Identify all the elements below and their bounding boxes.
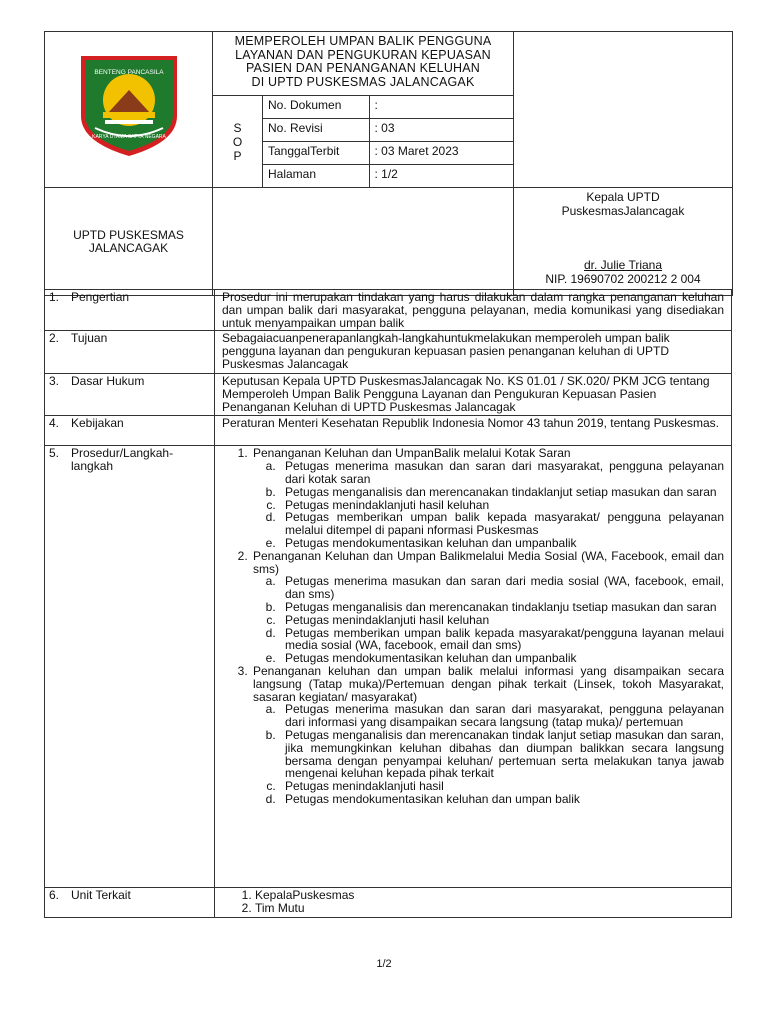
section-label: Unit Terkait <box>71 888 131 903</box>
section-row <box>45 416 732 446</box>
organization-cell <box>45 188 213 296</box>
procedure-content <box>215 446 732 888</box>
sop-header-table <box>44 31 733 296</box>
document-title <box>213 32 514 96</box>
title-line: PASIEN DAN PENANGANAN KELUHAN <box>245 61 481 75</box>
title-line: MEMPEROLEH UMPAN BALIK PENGGUNA <box>234 34 492 48</box>
logo-bottom-text: KARYA UTAMA SATYA NEGARA <box>92 134 166 140</box>
meta-table <box>263 96 513 187</box>
signatory-nip: NIP. 19690702 200212 2 004 <box>545 272 701 286</box>
sop-letter: O <box>232 134 243 149</box>
step-item: a. Petugas menerima masukan dan saran dari masyarakat, pengguna pelayanan dari informasi yang disampaikan secara langsung (tatap muka)/ pertemuan <box>279 703 724 729</box>
org-line: JALANCAGAK <box>88 240 169 255</box>
step-items <box>253 703 724 805</box>
section-row <box>45 290 732 331</box>
procedure-step <box>251 550 724 665</box>
sop-letter: P <box>233 148 242 163</box>
step-items <box>253 460 724 550</box>
signature-space <box>518 218 728 258</box>
header-blank-cell <box>514 32 733 188</box>
step-item: d. Petugas memberikan umpan balik kepada masyarakat/ pengguna pelayanan melalui ditempel di papani nformasi Puskesmas <box>279 511 724 537</box>
section-row <box>45 374 732 416</box>
section-label: Kebijakan <box>71 416 124 431</box>
meta-key: No. Revisi <box>263 119 369 142</box>
section-text: Keputusan Kepala UPTD PuskesmasJalancagak No. KS 01.01 / SK.020/ PKM JCG tentang Memperoleh Umpan Balik Pengguna Layanan dan Pengukuran Kepuasan Pasien Penanganan Keluhan di UPTD Puskesmas Jalancagak <box>215 374 732 416</box>
procedure-steps <box>215 447 724 805</box>
title-line: DI UPTD PUSKESMAS JALANCAGAK <box>251 74 475 89</box>
title-line: LAYANAN DAN PENGUKURAN KEPUASAN <box>235 47 491 62</box>
sop-content-table <box>44 289 732 918</box>
meta-value: : 03 Maret 2023 <box>369 142 513 165</box>
units-row <box>45 888 732 918</box>
step-items <box>253 575 724 665</box>
step-title: Penanganan keluhan dan umpan balik melalui informasi yang disampaikan secara langsung (Tatap muka)/Pertemuan dengan pihak terkait (Linsek, tokoh Masyarakat, sasaran kegiatan/ masyarakat) <box>253 663 724 704</box>
step-item: a. Petugas menerima masukan dan saran dari media sosial (WA, facebook, email, dan sms) <box>279 575 724 601</box>
section-text: Peraturan Menteri Kesehatan Republik Indonesia Nomor 43 tahun 2019, tentang Puskesmas. <box>215 416 732 446</box>
approval-blank-cell <box>213 188 514 296</box>
signatory-title: Kepala UPTD <box>586 190 660 204</box>
section-number: 4. <box>49 416 60 431</box>
section-label: Dasar Hukum <box>71 374 145 389</box>
section-label: Tujuan <box>71 331 108 346</box>
meta-cell <box>263 96 514 188</box>
units-content <box>215 888 732 918</box>
puskesmas-logo <box>45 32 213 180</box>
logo-cell <box>45 32 213 188</box>
meta-key: Halaman <box>263 165 369 188</box>
logo-top-text: BENTENG PANCASILA <box>94 69 164 76</box>
step-item: a. Petugas menerima masukan dan saran dari masyarakat, pengguna pelayanan dari kotak saran <box>279 460 724 486</box>
unit-list <box>215 889 724 915</box>
signatory-cell <box>514 188 733 296</box>
step-item: e. Petugas mendokumentasikan keluhan dan umpanbalik <box>279 537 724 550</box>
section-number: 5. <box>49 446 60 461</box>
meta-key: TanggalTerbit <box>263 142 369 165</box>
step-title: Penanganan Keluhan dan UmpanBalik melalui Kotak Saran <box>253 446 571 461</box>
section-number: 2. <box>49 331 60 346</box>
section-row <box>45 331 732 374</box>
section-text: Sebagaiacuanpenerapanlangkah-langkahuntukmelakukan memperoleh umpan balik pengguna layanan dan pengukuran kepuasan pasien penanganan keluhan di UPTD Puskesmas Jalancagak <box>215 331 732 374</box>
step-item: b. Petugas menganalisis dan merencanakan tindaklanjut setiap masukan dan saran <box>279 486 724 499</box>
step-item: d. Petugas mendokumentasikan keluhan dan umpan balik <box>279 793 724 806</box>
section-label: Pengertian <box>71 290 130 304</box>
section-number: 6. <box>49 888 60 903</box>
meta-value: : <box>369 96 513 119</box>
procedure-row <box>45 446 732 888</box>
unit-item: 2. Tim Mutu <box>255 902 724 915</box>
signatory-name: dr. Julie Triana <box>583 258 663 272</box>
section-text: Prosedur ini merupakan tindakan yang harus dilakukan dalam rangka penanganan keluhan dan umpan balik dari masyarakat, pengguna pelayanan, media komunikasi yang disediakan untuk menyampaikan umpan balik <box>215 290 732 331</box>
meta-value: : 03 <box>369 119 513 142</box>
unit-item: 1. KepalaPuskesmas <box>255 889 724 902</box>
step-item: b. Petugas menganalisis dan merencanakan tindak lanjut setiap masukan dan saran, jika memungkinkan keluhan dibahas dan diumpan balikkan secara langsung bersama dengan penyampai keluhan/ pertemuan serta melakukan tanya jawab mengenai keluhan kepada pihak terkait <box>279 729 724 780</box>
sop-label <box>213 96 263 188</box>
step-title: Penanganan Keluhan dan Umpan Balikmelalui Media Sosial (WA, Facebook, email dan sms) <box>253 548 724 576</box>
step-item: c. Petugas menindaklanjuti hasil keluhan <box>279 499 724 512</box>
sop-letter: S <box>233 120 242 135</box>
section-number: 1. <box>49 290 60 304</box>
page-number: 1/2 <box>376 958 392 970</box>
step-item: b. Petugas menganalisis dan merencanakan tindaklanju tsetiap masukan dan saran <box>279 601 724 614</box>
meta-key: No. Dokumen <box>263 96 369 119</box>
step-item: c. Petugas menindaklanjuti hasil keluhan <box>279 614 724 627</box>
section-number: 3. <box>49 374 60 389</box>
step-item: e. Petugas mendokumentasikan keluhan dan umpanbalik <box>279 652 724 665</box>
org-line: UPTD PUSKESMAS <box>73 227 184 242</box>
section-label: Prosedur/Langkah-langkah <box>71 446 174 474</box>
procedure-step <box>251 447 724 549</box>
step-item: c. Petugas menindaklanjuti hasil <box>279 780 724 793</box>
step-item: d. Petugas memberikan umpan balik kepada masyarakat/pengguna layanan melaui media sosial (WA, facebook, email dan sms) <box>279 627 724 653</box>
signatory-office: PuskesmasJalancagak <box>561 204 685 218</box>
meta-value: : 1/2 <box>369 165 513 188</box>
procedure-step <box>251 665 724 806</box>
